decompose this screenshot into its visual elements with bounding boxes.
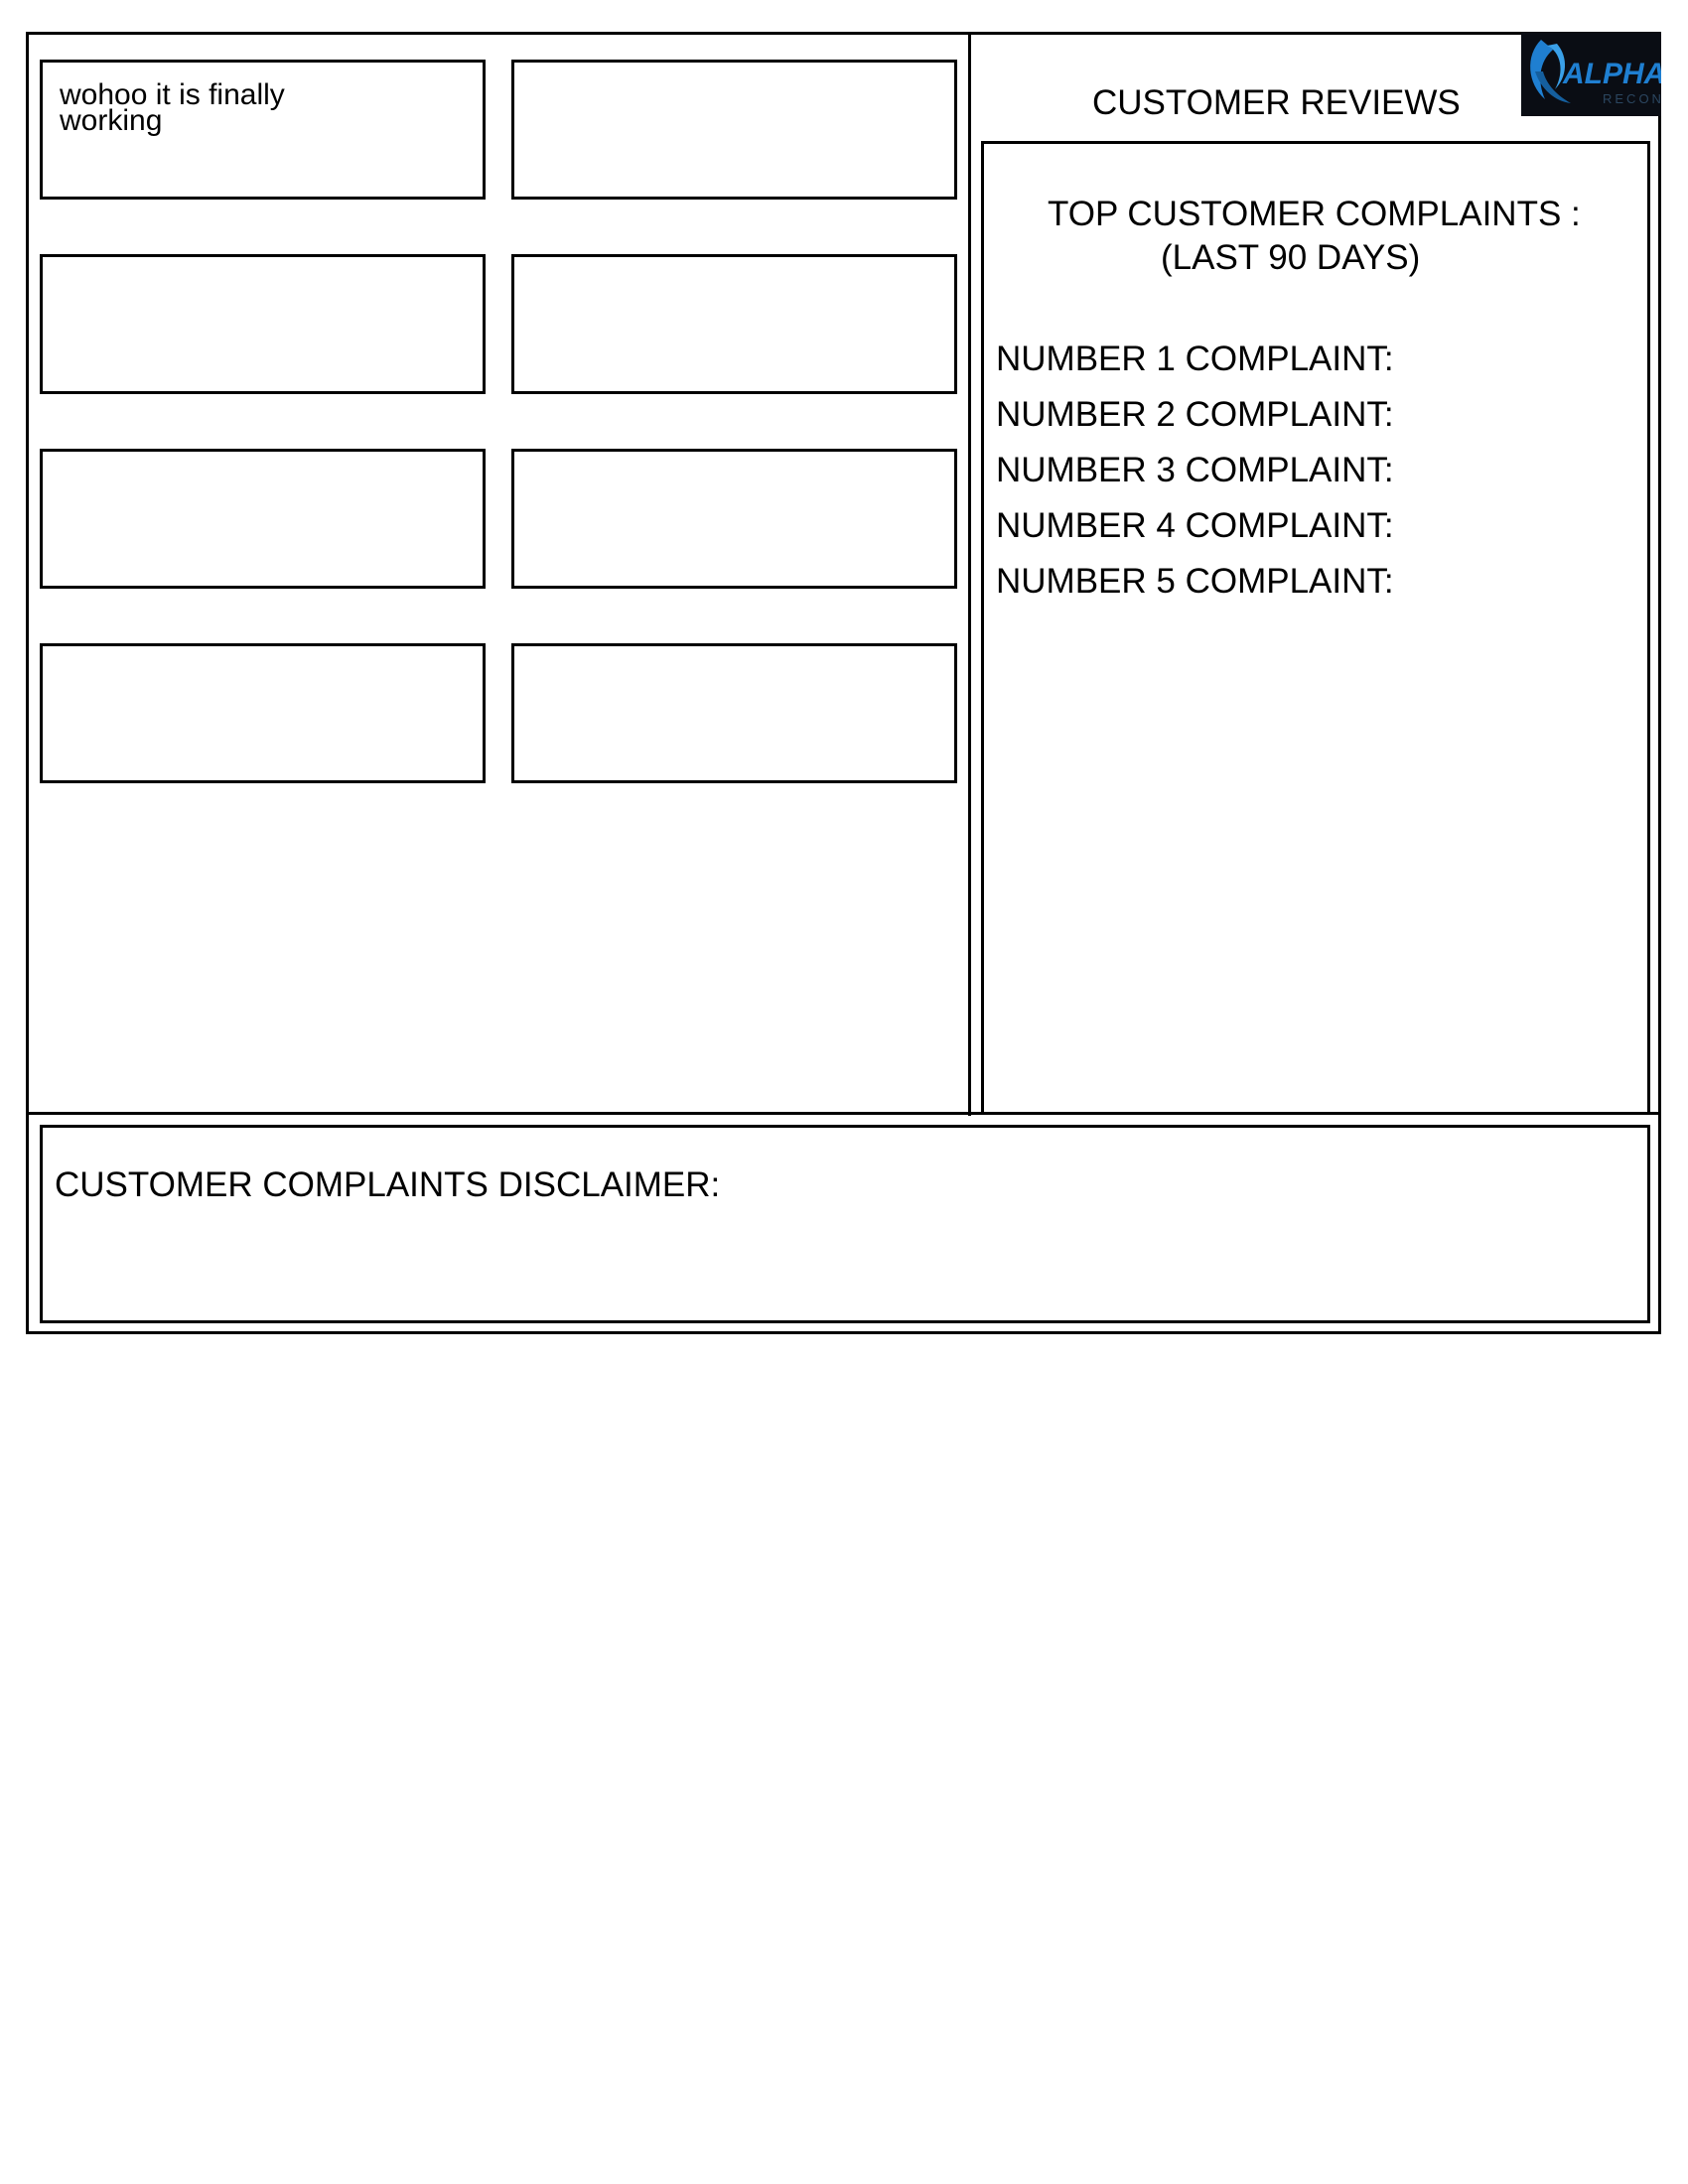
tile-7[interactable] <box>40 643 486 783</box>
tile-1[interactable] <box>40 60 486 200</box>
complaint-item-4: NUMBER 4 COMPLAINT: <box>996 506 1394 545</box>
top-complaints-heading-line1: TOP CUSTOMER COMPLAINTS : <box>1048 195 1581 233</box>
tile-2[interactable] <box>511 60 957 200</box>
complaint-list <box>996 332 1394 610</box>
complaint-item-1: NUMBER 1 COMPLAINT: <box>996 340 1394 378</box>
customer-reviews-title: CUSTOMER REVIEWS <box>1092 83 1461 122</box>
complaint-item-3: NUMBER 3 COMPLAINT: <box>996 451 1394 489</box>
tile-4[interactable] <box>511 254 957 394</box>
tile-5[interactable] <box>40 449 486 589</box>
disclaimer-box <box>40 1125 1650 1323</box>
tile-6[interactable] <box>511 449 957 589</box>
tile-3[interactable] <box>40 254 486 394</box>
top-complaints-heading-line2: (LAST 90 DAYS) <box>1161 238 1421 277</box>
alpha-recon-logo-icon <box>1521 32 1661 116</box>
complaint-item-5: NUMBER 5 COMPLAINT: <box>996 562 1394 601</box>
complaints-panel <box>981 141 1650 1115</box>
disclaimer-label: CUSTOMER COMPLAINTS DISCLAIMER: <box>55 1165 721 1204</box>
svg-text:ALPHA: ALPHA <box>1563 58 1661 90</box>
svg-text:RECON: RECON <box>1603 91 1661 106</box>
top-complaints-heading <box>1048 193 1643 280</box>
complaint-item-2: NUMBER 2 COMPLAINT: <box>996 395 1394 434</box>
tile-1-text: wohoo it is finally working <box>60 78 285 137</box>
tile-8[interactable] <box>511 643 957 783</box>
column-divider <box>968 32 971 1116</box>
